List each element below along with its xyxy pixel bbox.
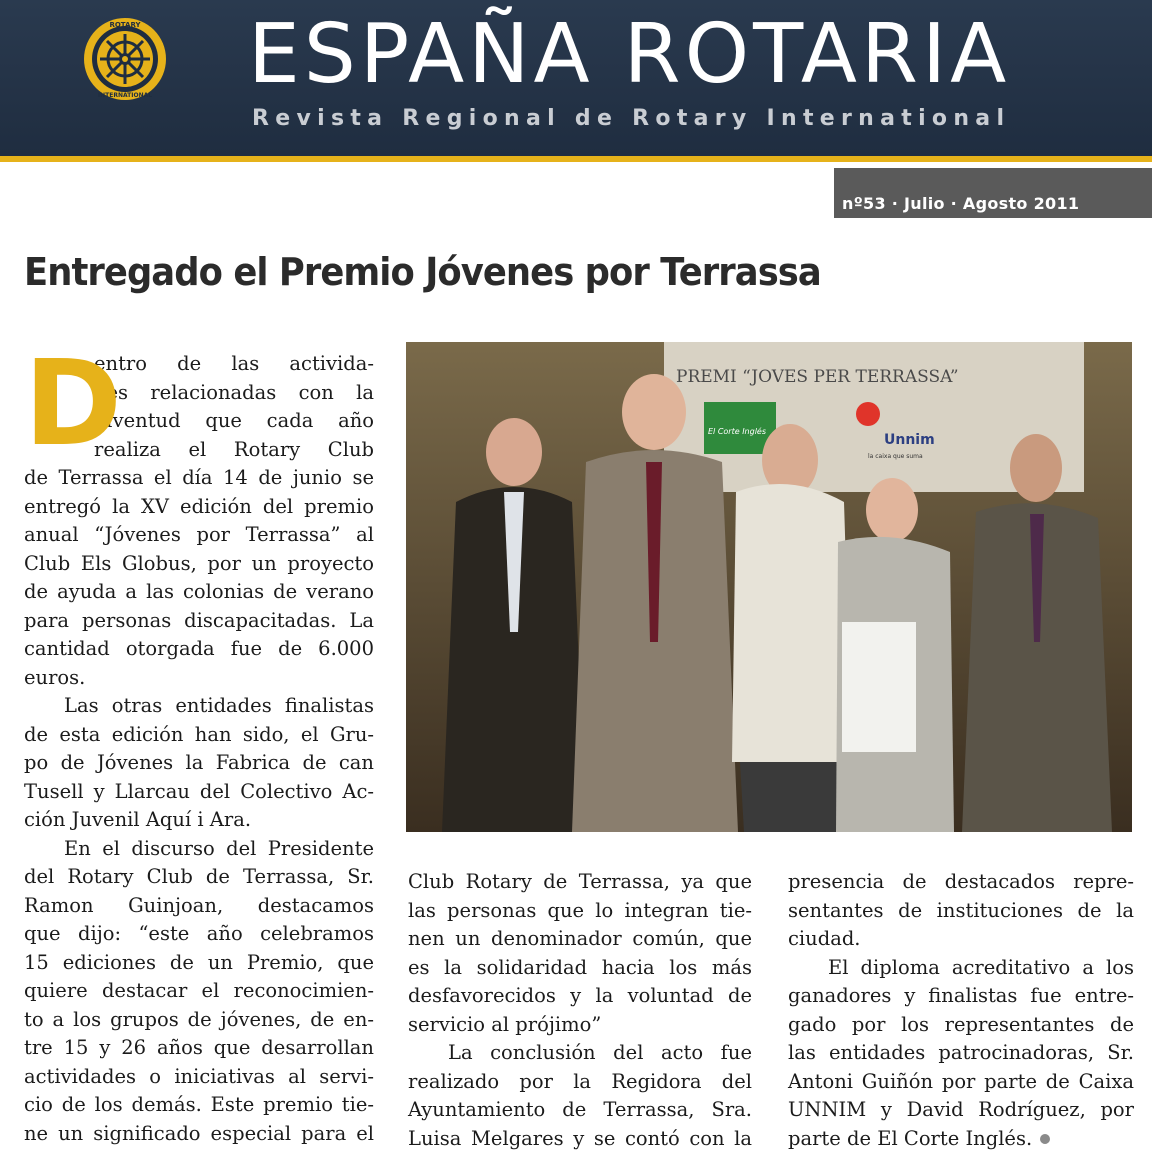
text-line: En el discurso del Presidente	[64, 836, 374, 860]
diploma	[842, 622, 916, 752]
text-line: cio de los demás. Este premio tie-	[24, 1093, 374, 1116]
text-line: Ayuntamiento de Terrassa, Sra.	[408, 1098, 752, 1121]
text-line: que dijo: “este año celebramos	[24, 922, 374, 945]
text-line: El diploma acreditativo a los	[828, 955, 1134, 979]
text-line: de ayuda a las colonias de verano	[24, 580, 374, 603]
text-line: nen un denominador común, que	[408, 927, 752, 950]
text-line: Luisa Melgares y se contó con la	[408, 1126, 752, 1150]
sponsor-2-tagline: la caixa que suma	[868, 453, 923, 460]
logo-text-bottom: INTERNATIONAL	[97, 92, 153, 99]
issue-number: nº53 · Julio · Agosto 2011	[842, 194, 1080, 213]
magazine-title: ESPAÑA ROTARIA	[248, 7, 1011, 102]
text-line: entro de las activida-	[94, 352, 374, 375]
text-line: Ramon Guinjoan, destacamos	[24, 893, 374, 917]
text-line: de Terrassa el día 14 de junio se	[24, 466, 374, 489]
article-photo	[406, 342, 1132, 832]
text-line: euros.	[24, 665, 86, 689]
text-line: es la solidaridad hacia los más	[408, 955, 752, 979]
logo-text-top: ROTARY	[109, 21, 141, 29]
text-line: Las otras entidades finalistas	[64, 694, 374, 717]
text-line: sentantes de instituciones de la	[788, 898, 1134, 922]
text-line: las entidades patrocinadoras, Sr.	[788, 1041, 1134, 1064]
text-line: realiza el Rotary Club	[94, 437, 374, 461]
text-line: Club Rotary de Terrassa, ya que	[408, 870, 752, 893]
text-line: anual “Jóvenes por Terrassa” al	[24, 523, 374, 546]
text-line: realizado por la Regidora del	[408, 1069, 752, 1093]
photo-banner-text: PREMI “JOVES PER TERRASSA”	[676, 367, 959, 387]
text-line: 15 ediciones de un Premio, que	[24, 950, 374, 974]
text-line: las personas que lo integran tie-	[408, 898, 752, 922]
rotary-wheel-logo	[82, 16, 168, 102]
text-line: La conclusión del acto fue	[448, 1041, 752, 1064]
text-line: del Rotary Club de Terrassa, Sr.	[24, 865, 374, 888]
end-of-article-dot-icon	[1040, 1134, 1050, 1144]
text-line	[788, 1125, 1134, 1154]
sponsor-2-text: Unnim	[884, 432, 935, 448]
text-line: Antoni Guiñón por parte de Caixa	[788, 1069, 1134, 1093]
text-line: gado por los representantes de	[788, 1012, 1134, 1036]
text-line: entregó la XV edición del premio	[24, 494, 374, 518]
text-line-content: parte de El Corte Inglés.	[788, 1126, 1033, 1150]
drop-cap: D	[24, 334, 122, 472]
sponsor-1-text: El Corte Inglés	[708, 427, 767, 436]
magazine-subtitle: Revista Regional de Rotary International	[252, 106, 1011, 131]
text-line: para personas discapacitadas. La	[24, 608, 374, 632]
article-column-1	[24, 334, 374, 1148]
text-line: actividades o iniciativas al servi-	[24, 1064, 374, 1088]
text-line: juventud que cada año	[94, 409, 374, 432]
text-line: Club Els Globus, por un proyecto	[24, 551, 374, 575]
masthead	[0, 0, 1152, 162]
text-line: de esta edición han sido, el Gru-	[24, 722, 374, 746]
text-line: UNNIM y David Rodríguez, por	[788, 1098, 1134, 1121]
text-line: des relacionadas con la	[94, 380, 374, 404]
text-line: desfavorecidos y la voluntad de	[408, 984, 752, 1007]
article-headline: Entregado el Premio Jóvenes por Terrassa	[24, 250, 821, 294]
text-line: tre 15 y 26 años que desarrollan	[24, 1036, 374, 1059]
text-line: presencia de destacados repre-	[788, 870, 1134, 893]
text-line: ganadores y finalistas fue entre-	[788, 984, 1134, 1007]
text-line: cantidad otorgada fue de 6.000	[24, 637, 374, 660]
article-column-2	[408, 868, 752, 1153]
photo-illustration	[406, 342, 1132, 832]
unnim-logo	[856, 402, 880, 426]
text-line: ciudad.	[788, 927, 861, 950]
text-line: ne un significado especial para el	[24, 1121, 374, 1145]
text-line: Tusell y Llarcau del Colectivo Ac-	[24, 779, 374, 803]
text-line: po de Jóvenes la Fabrica de can	[24, 751, 374, 774]
text-line: to a los grupos de jóvenes, de en-	[24, 1007, 374, 1031]
text-line: servicio al prójimo”	[408, 1012, 602, 1036]
article-column-3	[788, 868, 1134, 1153]
text-line: ción Juvenil Aquí i Ara.	[24, 808, 252, 831]
text-line: quiere destacar el reconocimien-	[24, 979, 374, 1002]
